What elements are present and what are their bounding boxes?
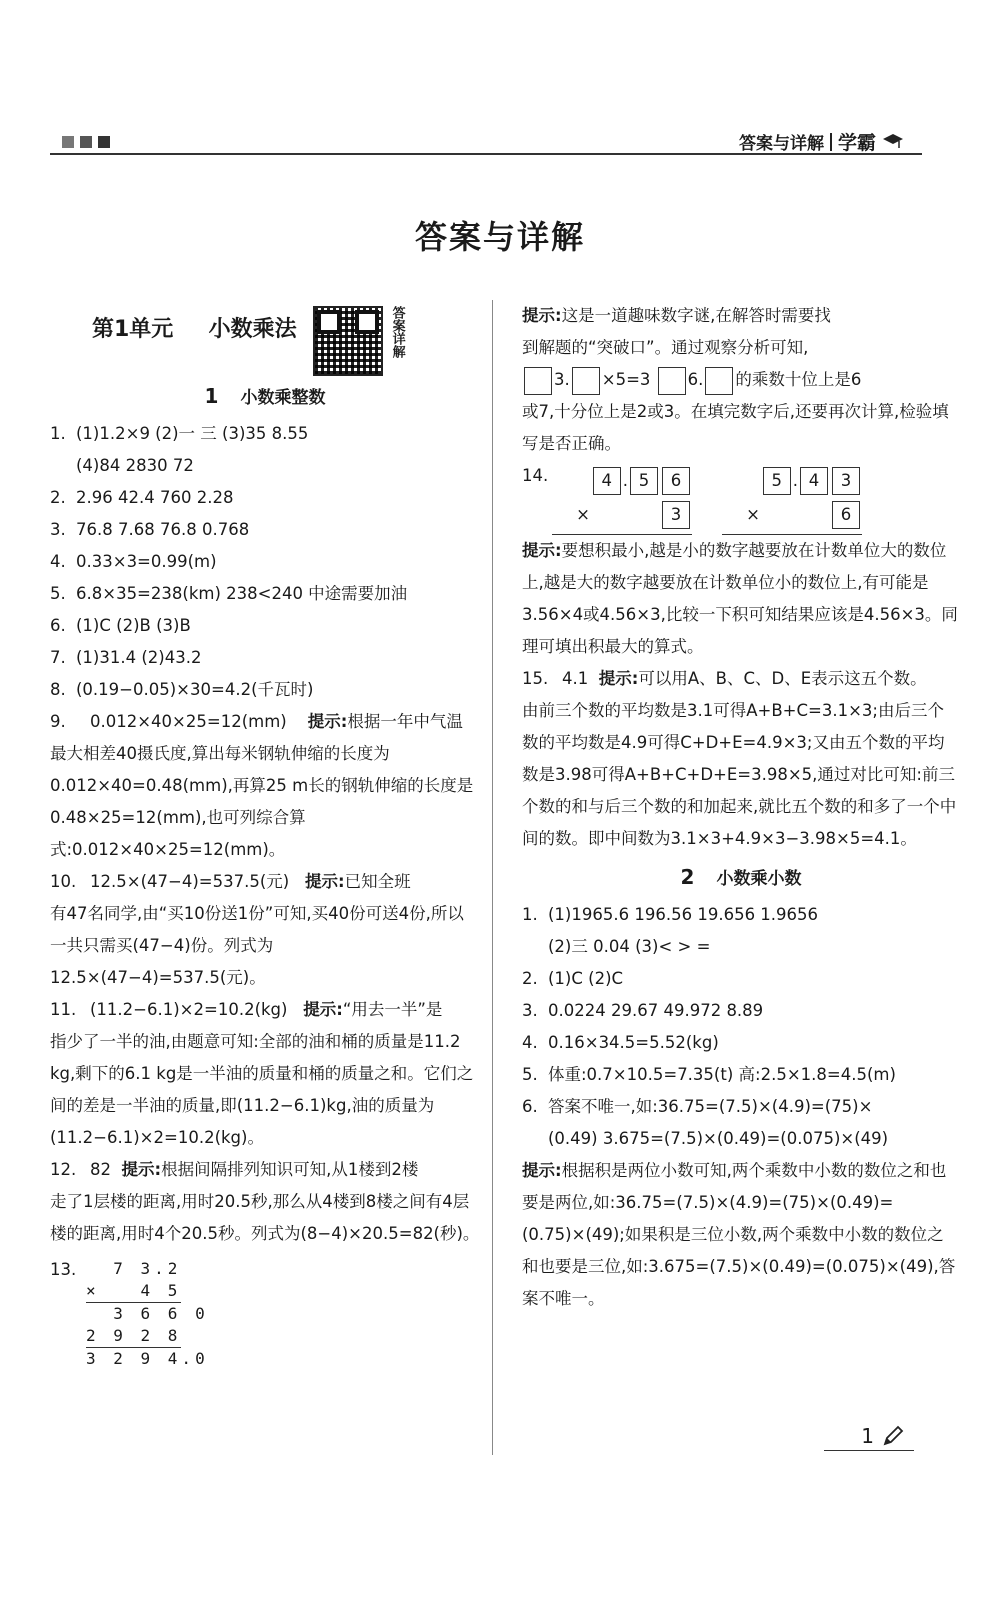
answer-item-6: 6. (1)C (2)B (3)B: [50, 616, 191, 635]
item-13-hint: 提示:这是一道趣味数字谜,在解答时需要找 到解题的“突破口”。通过观察分析可知, 3. ×5=3 6. 的乘数十位上是6 或7,十分位上是2或3。在填完数字后,还要再次计算,检验填写是否正确。: [522, 306, 949, 453]
answer-item-1: 1. (1)1965.6 196.56 19.656 1.9656 (2)三 0.04 (3)< > =: [522, 905, 819, 956]
answer-item-4: 4. 0.16×34.5=5.52(kg): [522, 1033, 719, 1052]
answer-item-8: 8. (0.19−0.05)×30=4.2(千瓦时): [50, 680, 314, 699]
pencil-icon: [882, 1425, 904, 1447]
section-title: 1 小数乘整数: [204, 384, 326, 408]
answer-item-11-text: 指少了一半的油,由题意可知:全部的油和桶的质量是11.2 kg,剩下的6.1 kg是一半油的质量和桶的质量之和。它们之间的差是一半油的质量,即(11.2−6.1)kg,油的质量为(11.2−6.1)×2=10.2(kg)。: [50, 1032, 474, 1147]
header-title: 答案与详解: [738, 134, 824, 154]
header-rule: [50, 153, 922, 155]
header-right: [739, 128, 904, 155]
unit-header: [50, 306, 480, 376]
answer-item-10: 10. 12.5×(47−4)=537.5(元) 提示:已知全班: [50, 872, 411, 891]
answer-item-7: 7. (1)31.4 (2)43.2: [50, 648, 202, 667]
page-number: 1: [861, 1424, 904, 1448]
brand-logo: 学霸: [837, 132, 876, 154]
answer-item-14: 14. 4 . 5 6 × 3 5 . 4 3 × 6: [522, 460, 960, 535]
answer-item-5: 5. 6.8×35=238(km) 238<240 中途需要加油: [50, 584, 408, 603]
answer-item-9-text: 最大相差40摄氏度,算出每米钢轨伸缩的长度为0.012×40=0.48(mm),再算25 m长的钢轨伸缩的长度是0.48×25=12(mm),也可列综合算式:0.012×40×25=12(mm)。: [50, 744, 474, 859]
multiplication-b: 5 . 4 3 × 6: [732, 464, 862, 535]
answer-item-2: 2. (1)C (2)C: [522, 969, 624, 988]
section-title: 2 小数乘小数: [680, 865, 802, 889]
unit-title: 第1单元 小数乘法: [92, 317, 297, 342]
answer-item-11: 11. (11.2−6.1)×2=10.2(kg) 提示:“用去一半”是: [50, 1000, 443, 1019]
page-title: 答案与详解: [414, 218, 585, 256]
answer-list: [522, 899, 960, 1155]
answer-item-12: 12. 82 提示:根据间隔排列知识可知,从1楼到2楼: [50, 1160, 419, 1179]
answer-item-9: 9. 0.012×40×25=12(mm) 提示:根据一年中气温: [50, 712, 463, 731]
answer-item-1: 1. (1)1.2×9 (2)一 三 (3)35 8.55 (4)84 2830 72: [50, 424, 309, 475]
column-divider: [492, 300, 493, 1455]
answer-item-10-text: 有47名同学,由“买10份送1份”可知,买40份可送4份,所以一共只需买(47−4)份。列式为12.5×(47−4)=537.5(元)。: [50, 904, 464, 987]
vertical-multiplication: 7 3.2 × 4 5 3 6 6 0 2 9 2 8 3 2 9 4.0: [86, 1259, 209, 1368]
qr-caption: 答案详解: [389, 306, 405, 358]
answer-item-14-text: 提示:要想积最小,越是小的数字越要放在计数单位大的数位上,越是大的数字越要放在计数单位小的数位上,有可能是3.56×4或4.56×3,比较一下积可知结果应该是4.56×3。同理可填出积最大的算式。: [522, 541, 958, 656]
right-column: [522, 300, 960, 1315]
answer-item-3: 3. 76.8 7.68 76.8 0.768: [50, 520, 250, 539]
answer-item-3: 3. 0.0224 29.67 49.972 8.89: [522, 1001, 764, 1020]
answer-list: [50, 418, 480, 706]
qr-code[interactable]: [313, 306, 383, 376]
graduation-cap-icon: [882, 133, 904, 151]
answer-item-6-hint: 提示:根据积是两位小数可知,两个乘数中小数的数位之和也要是两位,如:36.75=(7.5)×(4.9)=(75)×(0.49)=(0.75)×(49);如果积是三位小数,两个乘数中小数的数位之和也要是三位,如:3.675=(7.5)×(0.49)=(0.075)×(49),答案不唯一。: [522, 1161, 956, 1308]
answer-item-5: 5. 体重:0.7×10.5=7.35(t) 高:2.5×1.8=4.5(m): [522, 1065, 896, 1084]
answer-item-15-text: 由前三个数的平均数是3.1可得A+B+C=3.1×3;由后三个数的平均数是4.9可得C+D+E=4.9×3;又由五个数的平均数是3.98可得A+B+C+D+E=3.98×5,通过对比可知:前三个数的和与后三个数的和加起来,就比五个数的和多了一个中间的数。即中间数为3.1×3+4.9×3−3.98×5=4.1。: [522, 701, 957, 848]
answer-item-2: 2. 2.96 42.4 760 2.28: [50, 488, 234, 507]
answer-item-6: 6. 答案不唯一,如:36.75=(7.5)×(4.9)=(75)× (0.49) 3.675=(7.5)×(0.49)=(0.075)×(49): [522, 1097, 889, 1148]
answer-item-13: 13.: [50, 1260, 77, 1279]
page-number-rule: [824, 1450, 914, 1451]
left-column: [50, 306, 480, 1370]
answer-item-15: 15. 4.1 提示:可以用A、B、C、D、E表示这五个数。: [522, 669, 927, 688]
answer-item-12-text: 走了1层楼的距离,用时20.5秒,那么从4楼到8楼之间有4层楼的距离,用时4个20.5秒。列式为(8−4)×20.5=82(秒)。: [50, 1192, 480, 1243]
header-decoration: [62, 136, 110, 148]
multiplication-a: 4 . 5 6 × 3: [562, 464, 692, 535]
answer-item-4: 4. 0.33×3=0.99(m): [50, 552, 217, 571]
